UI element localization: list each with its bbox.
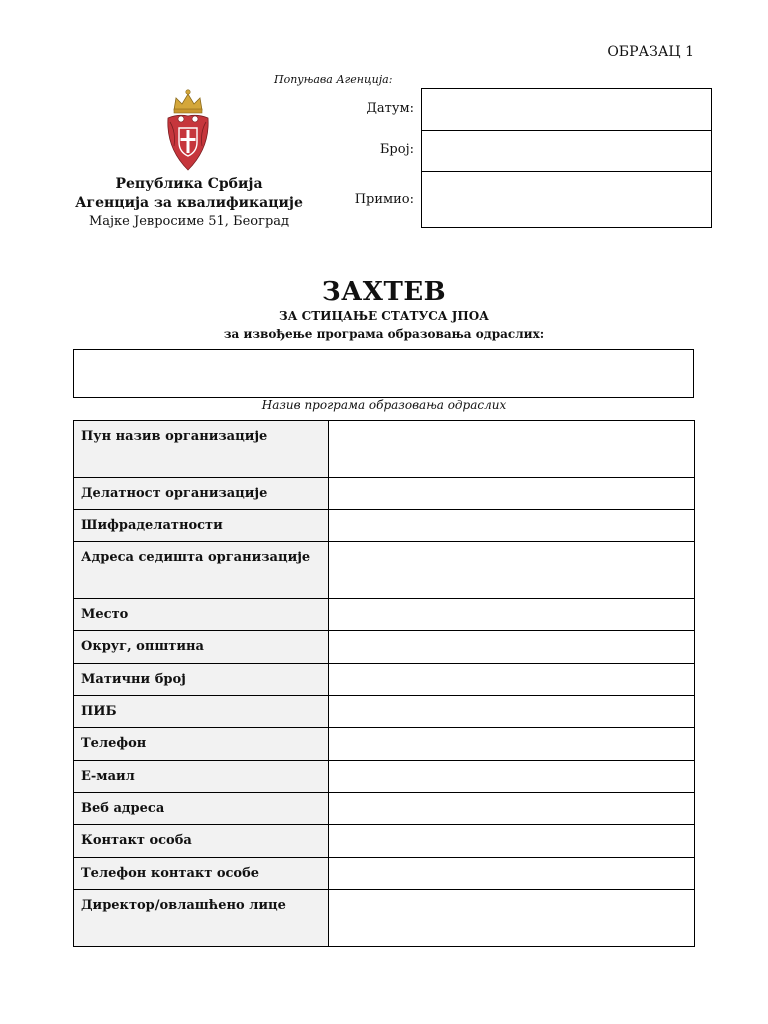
date-field[interactable] <box>422 89 711 130</box>
country-name: Република Србија <box>115 176 263 192</box>
table-row <box>74 542 695 599</box>
table-row <box>74 664 695 696</box>
field-label: ПИБ <box>74 696 329 728</box>
table-row <box>74 599 695 631</box>
program-name-field[interactable] <box>73 349 694 398</box>
agency-name: Агенција за квалификације <box>75 195 303 211</box>
field-label: Шифраделатности <box>74 510 329 542</box>
document-subtitle-2: за извођење програма образовања одраслих: <box>223 327 545 341</box>
received-by-label: Примио: <box>354 192 414 207</box>
field-label: Делатност организације <box>74 478 329 510</box>
number-label: Број: <box>379 142 414 157</box>
field-label: Контакт особа <box>74 825 329 858</box>
field-value[interactable] <box>329 728 695 761</box>
form-number: ОБРАЗАЦ 1 <box>607 44 694 60</box>
date-label: Датум: <box>366 101 414 116</box>
program-name-caption: Назив програма образовања одраслих <box>261 398 507 412</box>
agency-address: Мајке Јевросиме 51, Београд <box>88 214 290 229</box>
field-label: Матични број <box>74 664 329 696</box>
office-use-box <box>421 88 712 228</box>
table-row <box>74 793 695 825</box>
field-value[interactable] <box>329 631 695 664</box>
field-value[interactable] <box>329 793 695 825</box>
field-label: Телефон контакт особе <box>74 858 329 890</box>
field-label: Е-маил <box>74 761 329 793</box>
field-label: Директор/овлашћено лице <box>74 890 329 947</box>
field-value[interactable] <box>329 542 695 599</box>
table-row <box>74 631 695 664</box>
field-value[interactable] <box>329 510 695 542</box>
field-value[interactable] <box>329 761 695 793</box>
field-label: Пун назив организације <box>74 421 329 478</box>
field-label: Место <box>74 599 329 631</box>
table-row <box>74 761 695 793</box>
filled-by-agency-note: Попуњава Агенција: <box>274 73 393 86</box>
field-label: Округ, општина <box>74 631 329 664</box>
table-row <box>74 478 695 510</box>
field-label: Телефон <box>74 728 329 761</box>
document-title: ЗАХТЕВ <box>321 277 447 307</box>
table-row <box>74 858 695 890</box>
organization-header <box>70 175 308 231</box>
table-row <box>74 696 695 728</box>
table-row <box>74 825 695 858</box>
field-label: Веб адреса <box>74 793 329 825</box>
number-field[interactable] <box>422 130 711 172</box>
table-row <box>74 421 695 478</box>
table-row <box>74 890 695 947</box>
field-value[interactable] <box>329 421 695 478</box>
field-value[interactable] <box>329 696 695 728</box>
field-value[interactable] <box>329 599 695 631</box>
field-value[interactable] <box>329 890 695 947</box>
received-by-field[interactable] <box>422 171 711 229</box>
organization-info-table <box>73 420 695 947</box>
document-subtitle: ЗА СТИЦАЊЕ СТАТУСА ЈПОА <box>279 309 489 323</box>
field-value[interactable] <box>329 478 695 510</box>
serbian-coat-of-arms-icon <box>162 88 214 172</box>
field-value[interactable] <box>329 664 695 696</box>
field-label: Адреса седишта организације <box>74 542 329 599</box>
table-row <box>74 510 695 542</box>
field-value[interactable] <box>329 825 695 858</box>
table-row <box>74 728 695 761</box>
field-value[interactable] <box>329 858 695 890</box>
